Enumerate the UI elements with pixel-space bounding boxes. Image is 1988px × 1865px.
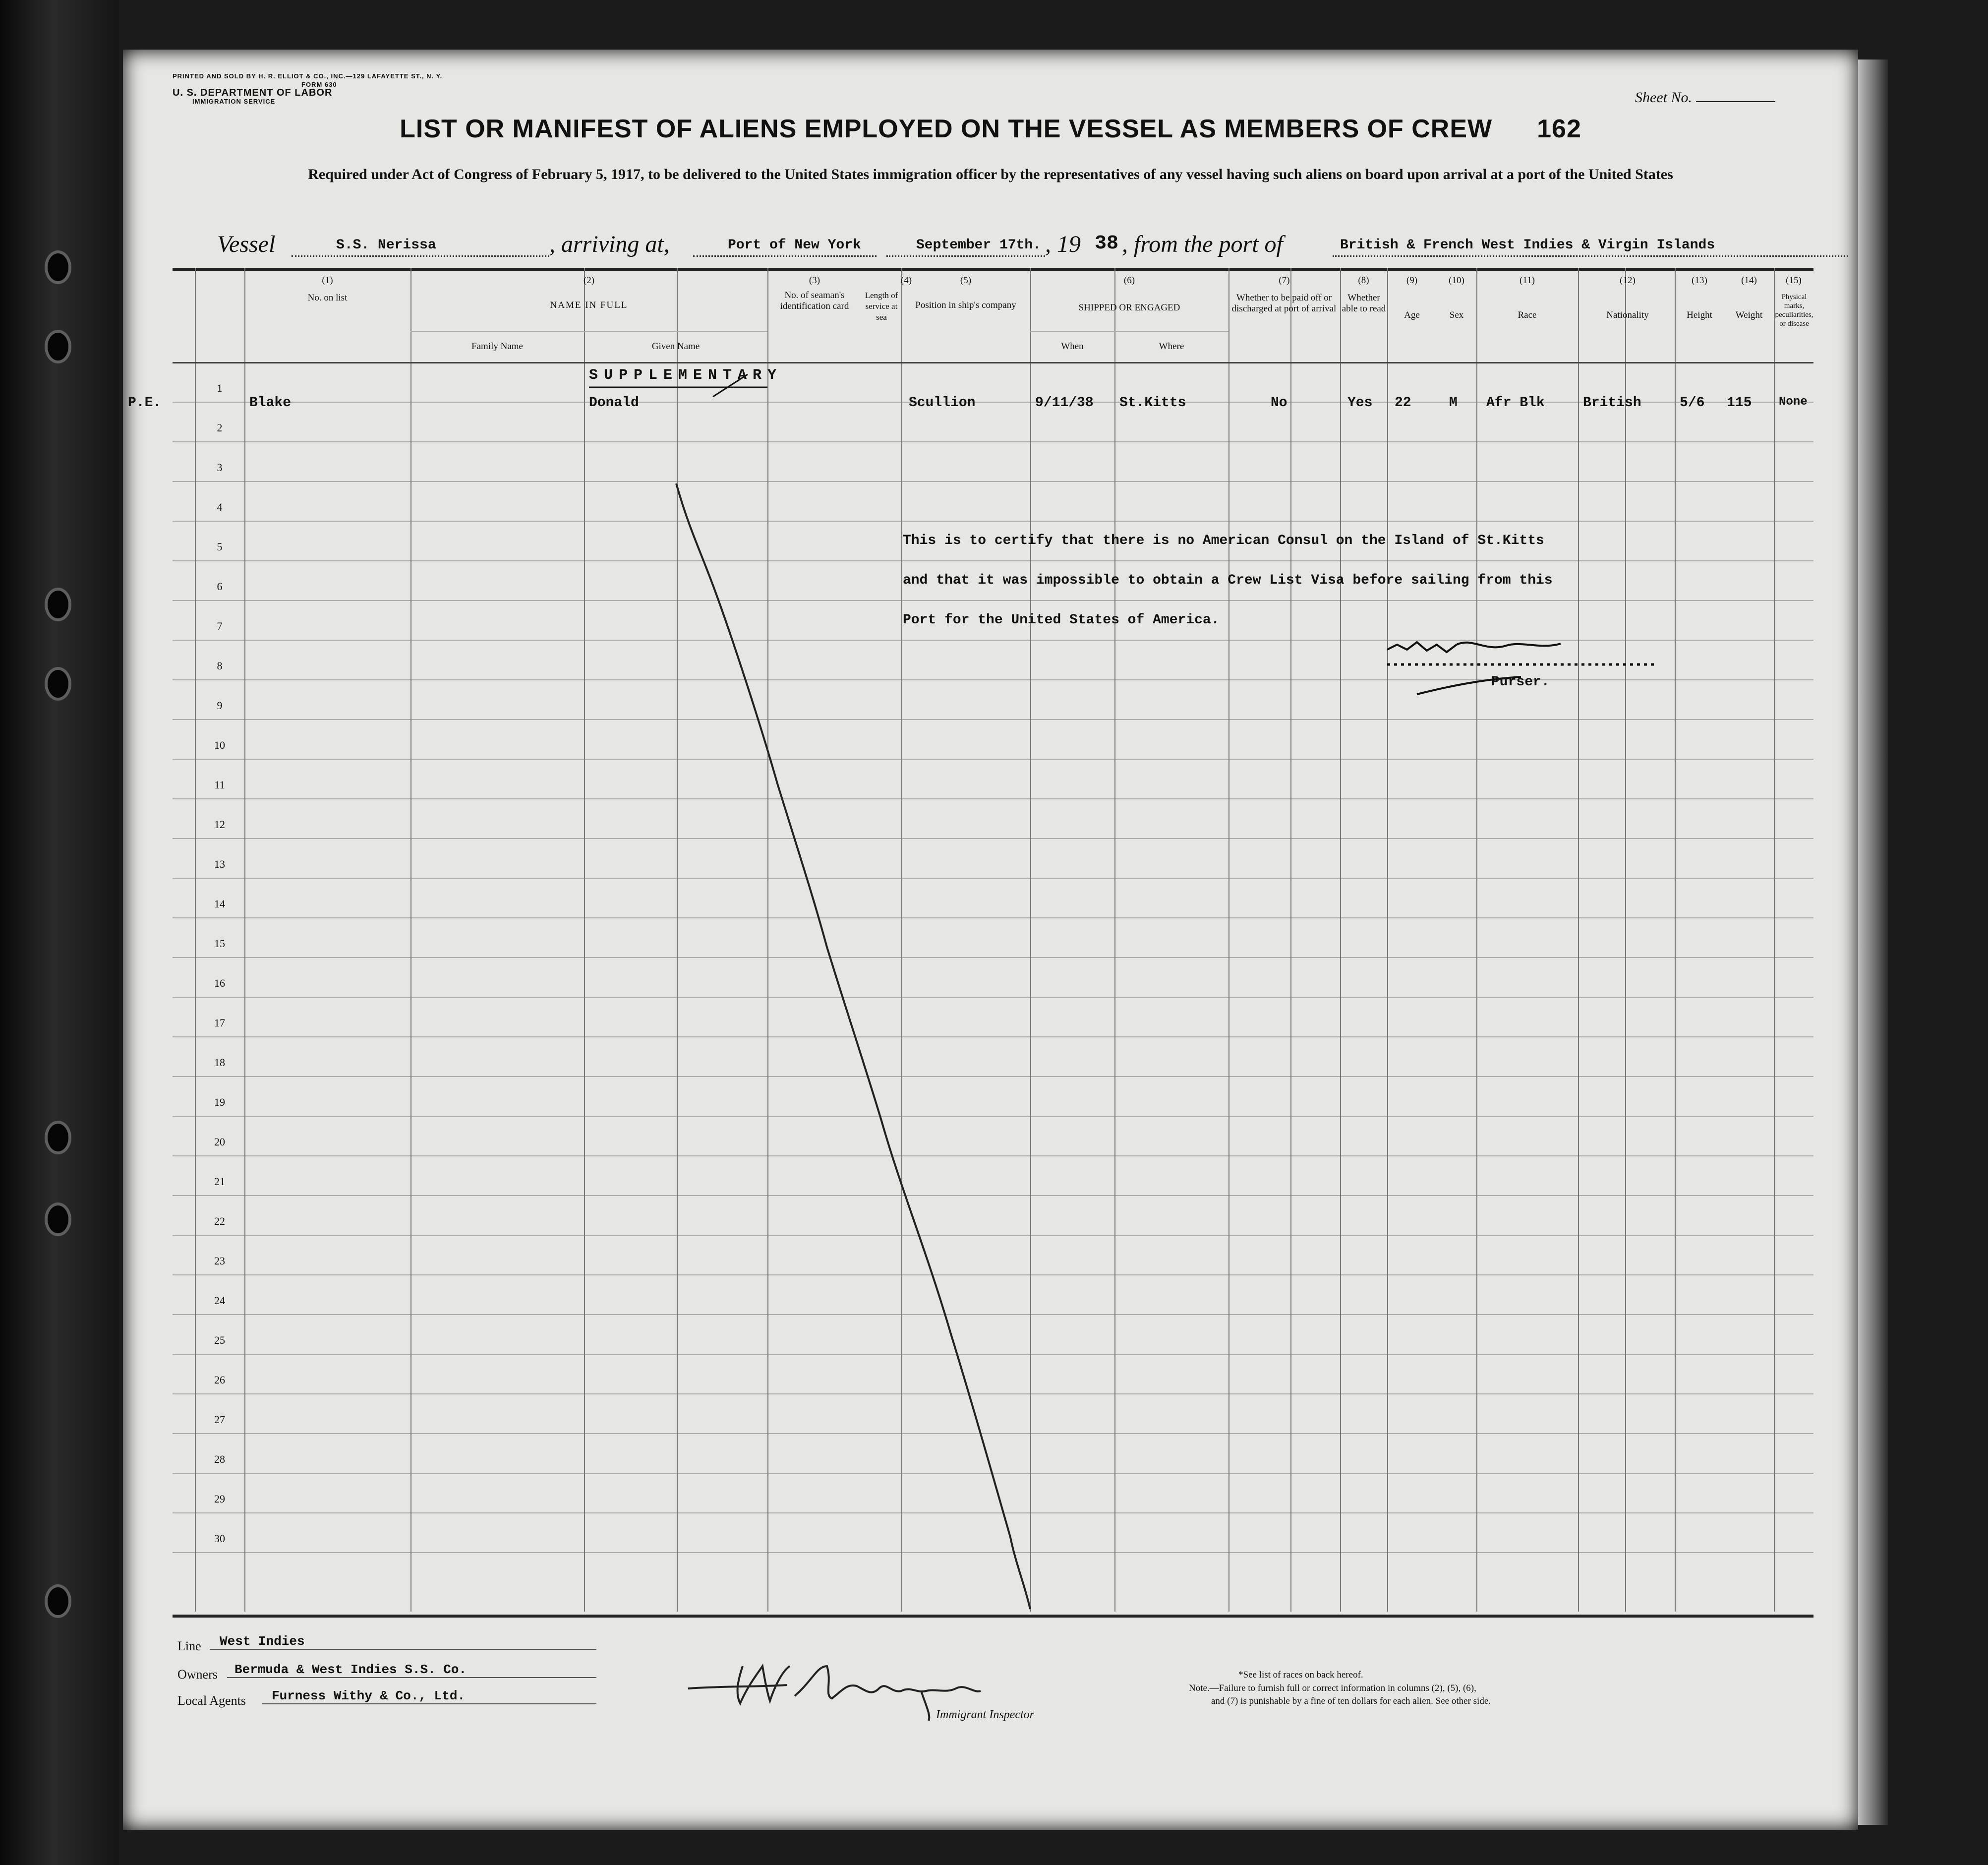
col9-header: Age: [1404, 310, 1420, 320]
row-number: 4: [217, 501, 223, 513]
legal-requirement: Required under Act of Congress of February 5, 1917, to be delivered to the United States immigration officer by the representatives of any vessel having such aliens on board upon arrival at a port of the United States: [308, 166, 1673, 182]
line-value: West Indies: [220, 1634, 305, 1649]
fill-line: [1333, 255, 1848, 257]
sheet-edge: [1858, 60, 1888, 1825]
family-name: Blake: [249, 395, 292, 411]
punch-hole: [45, 1584, 71, 1618]
row-number: 9: [217, 699, 223, 712]
ditto-stroke: [676, 483, 1030, 1609]
col6-header: SHIPPED OR ENGAGED: [1078, 302, 1180, 313]
owners-value: Bermuda & West Indies S.S. Co.: [234, 1662, 467, 1677]
row-number: 14: [214, 898, 225, 910]
sheet-number-label: Sheet No.: [1635, 89, 1692, 106]
col7-header: Whether to be paid off or discharged at port of arrival: [1231, 293, 1337, 314]
stamp-strike: [713, 374, 748, 397]
row-number: 8: [217, 660, 223, 672]
race: Afr Blk: [1486, 395, 1545, 411]
col4-number: (4): [900, 275, 912, 286]
col14-header: Weight: [1735, 310, 1763, 320]
row-number: 22: [214, 1215, 225, 1227]
col12-number: (12): [1620, 275, 1636, 286]
voyage-line: [217, 231, 1853, 260]
age: 22: [1395, 395, 1411, 411]
given-name: Donald: [589, 395, 639, 411]
supplementary-stamp: SUPPLEMENTARY: [589, 367, 783, 384]
col9-number: (9): [1406, 275, 1418, 286]
fill-line: [227, 1677, 596, 1678]
vessel-label: Vessel: [217, 231, 276, 257]
col2-number: (2): [583, 275, 595, 286]
certificate-line: Port for the United States of America.: [903, 612, 1220, 628]
row-number: 17: [214, 1017, 225, 1029]
col8-header: Whether able to read: [1342, 293, 1386, 314]
col5-number: (5): [960, 275, 972, 286]
punch-hole: [45, 250, 71, 284]
col1-number: (1): [322, 275, 333, 286]
col2-header: NAME IN FULL: [550, 300, 628, 310]
row-number: 5: [217, 541, 223, 553]
owners-label: Owners: [177, 1667, 218, 1682]
col15-number: (15): [1786, 275, 1802, 286]
row-number: 26: [214, 1374, 225, 1386]
row-number: 28: [214, 1453, 225, 1465]
races-note: *See list of races on back hereof.: [1238, 1670, 1363, 1680]
title-text: LIST OR MANIFEST OF ALIENS EMPLOYED ON THE VESSEL AS MEMBERS OF CREW: [400, 115, 1493, 143]
col8-number: (8): [1358, 275, 1369, 286]
physical-marks: None: [1779, 395, 1808, 409]
arrival-date: September 17th.: [916, 238, 1042, 253]
row-number: 15: [214, 937, 225, 950]
row-number: 29: [214, 1493, 225, 1505]
purser-label: Purser.: [1491, 674, 1550, 690]
row-number: 24: [214, 1294, 225, 1307]
col13-number: (13): [1692, 275, 1707, 286]
arrival-port: Port of New York: [728, 238, 861, 253]
row-number: 27: [214, 1413, 225, 1426]
row-number: 16: [214, 977, 225, 989]
from-port-label: , from the port of: [1122, 231, 1283, 257]
row-number: 30: [214, 1532, 225, 1545]
shipped-where: St.Kitts: [1119, 395, 1186, 411]
col3-header: No. of seaman's identification card: [780, 290, 849, 311]
row-number: 1: [217, 382, 223, 394]
form-number: FORM 630: [301, 81, 337, 88]
row-number: 21: [214, 1175, 225, 1188]
sex: M: [1449, 395, 1458, 411]
col3-number: (3): [809, 275, 820, 286]
col11-number: (11): [1520, 275, 1535, 286]
shipped-when: 9/11/38: [1035, 395, 1094, 411]
fill-line: [886, 255, 1045, 257]
fill-line: [210, 1649, 596, 1650]
line-label: Line: [177, 1639, 201, 1653]
punch-hole: [45, 588, 71, 621]
row-number: 10: [214, 739, 225, 751]
col15-header: Physical marks, peculiarities, or disease: [1775, 293, 1813, 328]
row-number: 20: [214, 1136, 225, 1148]
row-number: 23: [214, 1255, 225, 1267]
arrival-year: 38: [1095, 233, 1119, 255]
col13-header: Height: [1687, 310, 1712, 320]
margin-mark: P.E.: [128, 395, 162, 411]
row-number: 6: [217, 580, 223, 593]
col4-header: Length of service at sea: [865, 291, 898, 322]
certificate-line: This is to certify that there is no American Consul on the Island of St.Kitts: [903, 533, 1544, 548]
able-to-read: Yes: [1347, 395, 1373, 411]
annotations-svg: [173, 268, 1813, 1612]
col10-header: Sex: [1449, 310, 1464, 320]
col10-number: (10): [1449, 275, 1464, 286]
col11-header: Race: [1518, 310, 1537, 320]
manifest-sheet: [123, 50, 1858, 1830]
position: Scullion: [909, 395, 976, 411]
row-number: 18: [214, 1056, 225, 1069]
fill-line: [693, 255, 877, 257]
agents-value: Furness Withy & Co., Ltd.: [272, 1688, 466, 1703]
page-number: 162: [1537, 115, 1581, 143]
nationality: British: [1583, 395, 1641, 411]
inspector-label: Immigrant Inspector: [936, 1708, 1034, 1721]
family-name-header: Family Name: [471, 341, 523, 352]
penalty-note: Note.—Failure to furnish full or correct information in columns (2), (5), (6),: [1189, 1683, 1476, 1693]
punch-hole: [45, 1121, 71, 1154]
printer-line: PRINTED AND SOLD BY H. R. ELLIOT & CO., INC.—129 LAFAYETTE ST., N. Y.: [173, 72, 443, 80]
purser-signature: [1387, 642, 1561, 652]
crew-table: [128, 268, 1813, 1612]
fill-line: [262, 1703, 596, 1704]
height: 5/6: [1680, 395, 1705, 411]
row-number: 2: [217, 421, 223, 434]
col6-number: (6): [1123, 275, 1135, 286]
department: U. S. DEPARTMENT OF LABOR: [173, 87, 333, 98]
row-number: 13: [214, 858, 225, 870]
row-number: 7: [217, 620, 223, 632]
col1-header: No. on list: [307, 293, 348, 303]
row-number: 19: [214, 1096, 225, 1108]
col14-number: (14): [1741, 275, 1757, 286]
document-title: [123, 114, 1858, 144]
weight: 115: [1727, 395, 1752, 411]
row-number: 25: [214, 1334, 225, 1346]
vessel-name: S.S. Nerissa: [336, 238, 436, 253]
service: IMMIGRATION SERVICE: [192, 98, 276, 105]
certificate-line: and that it was impossible to obtain a Crew List Visa before sailing from this: [903, 573, 1553, 588]
punch-hole: [45, 1203, 71, 1236]
sheet-number: [1635, 89, 1775, 106]
given-name-header: Given Name: [651, 341, 700, 352]
paid-off: No: [1271, 395, 1287, 411]
printer-imprint: [173, 72, 442, 106]
col7-number: (7): [1279, 275, 1290, 286]
year-prefix: , 19: [1045, 231, 1081, 257]
arriving-label: , arriving at,: [549, 231, 670, 257]
punch-hole: [45, 330, 71, 363]
penalty-note: and (7) is punishable by a fine of ten dollars for each alien. See other side.: [1211, 1696, 1491, 1706]
where-header: Where: [1159, 341, 1184, 352]
row-number: 12: [214, 818, 225, 831]
binder-edge: [0, 0, 119, 1865]
when-header: When: [1061, 341, 1084, 352]
col5-header: Position in ship's company: [915, 300, 1016, 310]
row-number: 3: [217, 461, 223, 474]
col12-header: Nationality: [1606, 310, 1649, 320]
departure-port: British & French West Indies & Virgin Islands: [1340, 238, 1715, 253]
agents-label: Local Agents: [177, 1693, 246, 1708]
sheet-number-field: [1696, 96, 1775, 102]
row-number: 11: [214, 779, 225, 791]
fill-line: [292, 255, 549, 257]
punch-hole: [45, 667, 71, 701]
